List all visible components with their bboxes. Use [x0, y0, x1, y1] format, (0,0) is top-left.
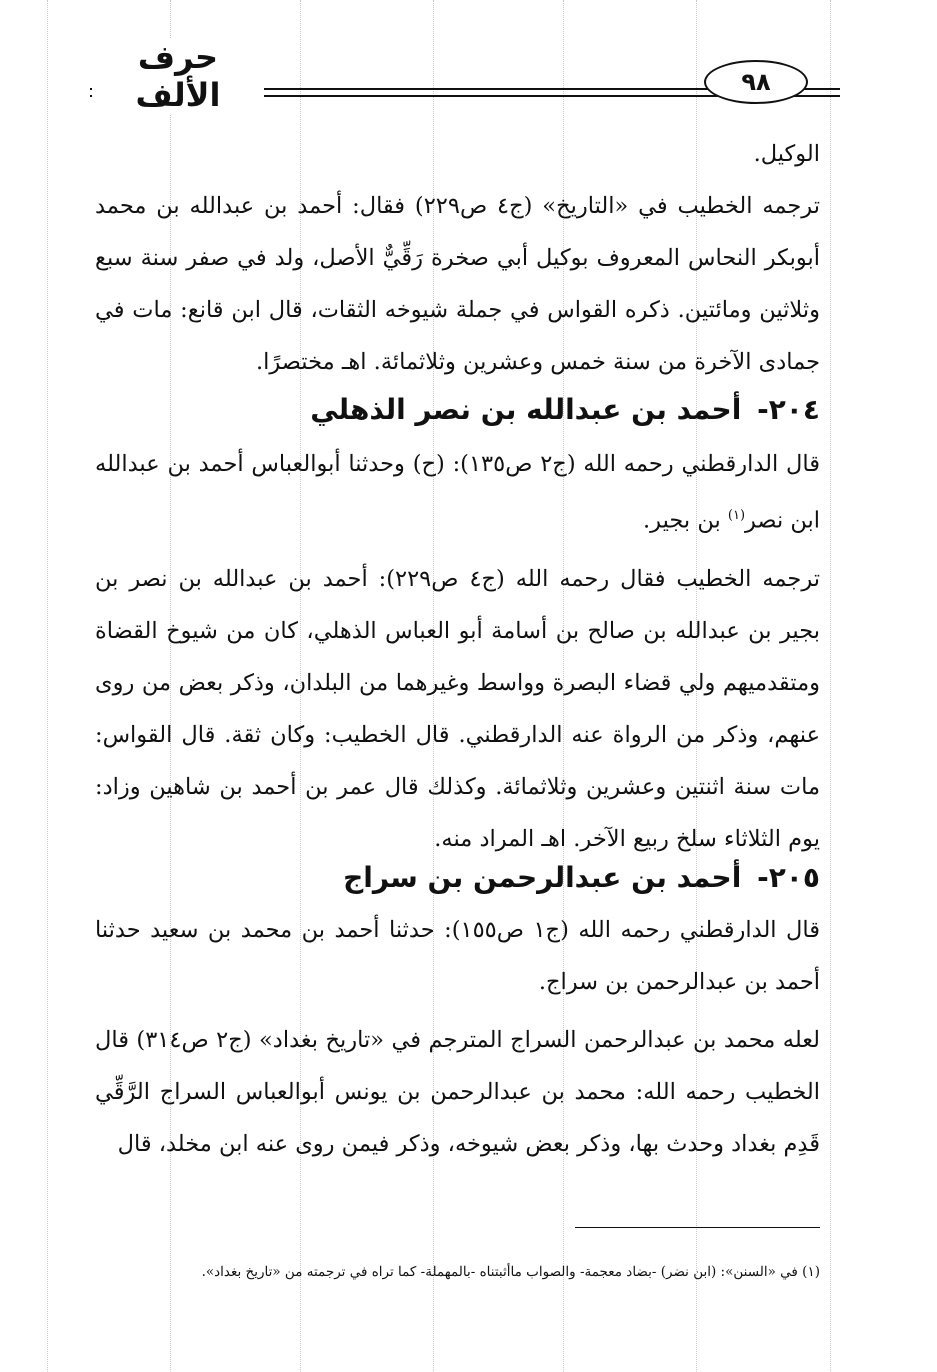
- footnote-ref: (١): [727, 508, 746, 523]
- paragraph: ترجمه الخطيب في «التاريخ» (ج٤ ص٢٢٩) فقال: أحمد بن عبدالله بن محمد أبوبكر النحاس المعروف بوكيل أبي صخرة رَقِّيٌّ الأصل، ولد في صفر سنة سبع وثلاثين ومائتين. ذكره القواس في جملة شيوخه الثقات، قال ابن قانع: مات في جمادى الآخرة من سنة خمس وعشرين وثلاثمائة. اهـ مختصرًا.: [95, 193, 820, 375]
- text-block-1: [95, 128, 820, 388]
- text-block-3: [95, 904, 820, 1170]
- entry-heading-205: [95, 858, 820, 898]
- footnote-separator: [575, 1227, 820, 1228]
- text-block-2: [95, 438, 820, 865]
- page-number: ٩٨: [704, 60, 808, 104]
- footnote: (١) في «السنن»: (ابن نضر) -بضاد معجمة- والصواب ماأثبتناه -بالمهملة- كما تراه في ترجمته من «تاريخ بغداد».: [201, 1264, 820, 1280]
- scan-guide-line: [47, 0, 48, 1372]
- paragraph: ترجمه الخطيب فقال رحمه الله (ج٤ ص٢٢٩): أحمد بن عبدالله بن نصر بن بجير بن عبدالله بن صالح بن أسامة أبو العباس الذهلي، كان من شيوخ القضاة ومتقدميهم ولي قضاء البصرة وواسط وغيرهما من البلدان، وذكر بعض من روى عنهم، وذكر من الرواة عنه الدارقطني. قال الخطيب: وكان ثقة. قال القواس: مات سنة اثنتين وعشرين وثلاثمائة. وكذلك قال عمر بن أحمد بن شاهين وزاد: يوم الثلاثاء سلخ ربيع الآخر. اهـ المراد منه.: [95, 565, 820, 852]
- entry-title: أحمد بن عبدالله بن نصر الذهلي: [310, 393, 742, 426]
- paragraph: قال الدارقطني رحمه الله (ج١ ص١٥٥): حدثنا أحمد بن محمد بن سعيد حدثنا أحمد بن عبدالرحمن بن سراج.: [95, 917, 821, 995]
- entry-number: ٢٠٥-: [757, 861, 820, 894]
- entry-number: ٢٠٤-: [757, 393, 820, 426]
- entry-heading-204: [95, 390, 820, 430]
- running-title: حرف الألف: [92, 38, 264, 114]
- scan-guide-line: [830, 0, 831, 1372]
- paragraph: لعله محمد بن عبدالرحمن السراج المترجم في «تاريخ بغداد» (ج٢ ص٣١٤) قال الخطيب رحمه الله: محمد بن عبدالرحمن بن يونس أبوالعباس السراج الرَّقِّي قَدِم بغداد وحدث بها، وذكر بعض شيوخه، وذكر فيمن روى عنه ابن مخلد، قال: [95, 1027, 820, 1157]
- paragraph: قال الدارقطني رحمه الله (ج٢ ص١٣٥): (ح) وحدثنا أبوالعباس أحمد بن عبدالله ابن نصر$^{(١)}$ بن بجير.: [95, 451, 820, 534]
- paragraph: الوكيل.: [753, 141, 820, 167]
- entry-title: أحمد بن عبدالرحمن بن سراج: [343, 861, 742, 894]
